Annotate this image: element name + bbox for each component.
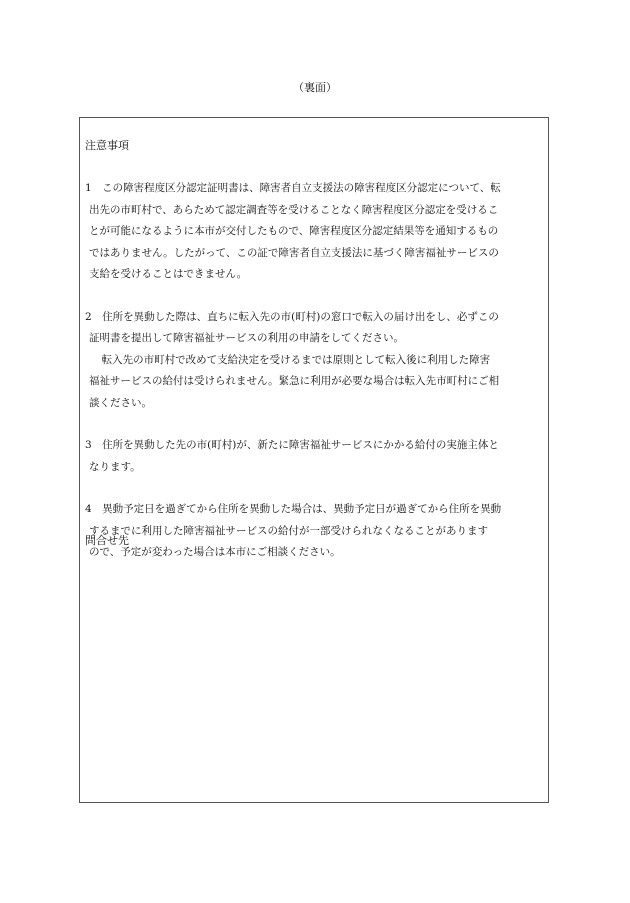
note-line: 支給を受けることはできません。 [89, 268, 248, 280]
note-line: ので、予定が変わった場合は本市にご相談ください。 [89, 546, 341, 558]
note-item-3 [85, 435, 545, 478]
note-line: するまでに利用した障害福祉サービスの給付が一部受けられなくなることがあります [89, 524, 488, 537]
inquiry-label: 問合せ先 [85, 534, 129, 547]
note-line: 転入先の市町村で改めて支給決定を受けるまでは原則として転入後に利用した障害 [101, 353, 491, 366]
note-line: 証明書を提出して障害福祉サービスの利用の申請をしてください。 [89, 332, 404, 344]
note-line: 福祉サービスの給付は受けられません。緊急に利用が必要な場合は転入先市町村にご相 [89, 375, 500, 387]
notice-box [79, 117, 549, 803]
note-line: 出先の市町村で、あらためて認定調査等を受けることなく障害程度区分認定を受けるこ [89, 203, 499, 216]
note-line: ではありません。したがって、この証で障害者自立支援法に基づく障害福祉サービスの [89, 246, 499, 259]
note-line: 2 住所を異動した際は、直ちに転入先の市(町村)の窓口で転入の届け出をし、必ずこの [85, 310, 499, 323]
note-item-4 [85, 499, 545, 564]
note-line: なります。 [89, 460, 141, 473]
note-line: 1 この障害程度区分認定証明書は、障害者自立支援法の障害程度区分認定について、転 [85, 182, 501, 194]
note-item-2 [85, 307, 545, 415]
page-title: （裏面） [293, 81, 337, 94]
note-item-1 [85, 178, 545, 286]
note-line: 4 異動予定日を過ぎてから住所を異動した場合は、異動予定日が過ぎてから住所を異動 [85, 503, 502, 515]
note-line: 3 住所を異動した先の市(町村)が、新たに障害福祉サービスにかかる給付の実施主体と [85, 439, 499, 451]
note-list [85, 178, 545, 585]
notice-heading: 注意事項 [85, 139, 129, 152]
note-line: 談ください。 [89, 396, 152, 409]
note-line: とが可能になるように本市が交付したもので、障害程度区分認定結果等を通知するもの [89, 225, 499, 237]
